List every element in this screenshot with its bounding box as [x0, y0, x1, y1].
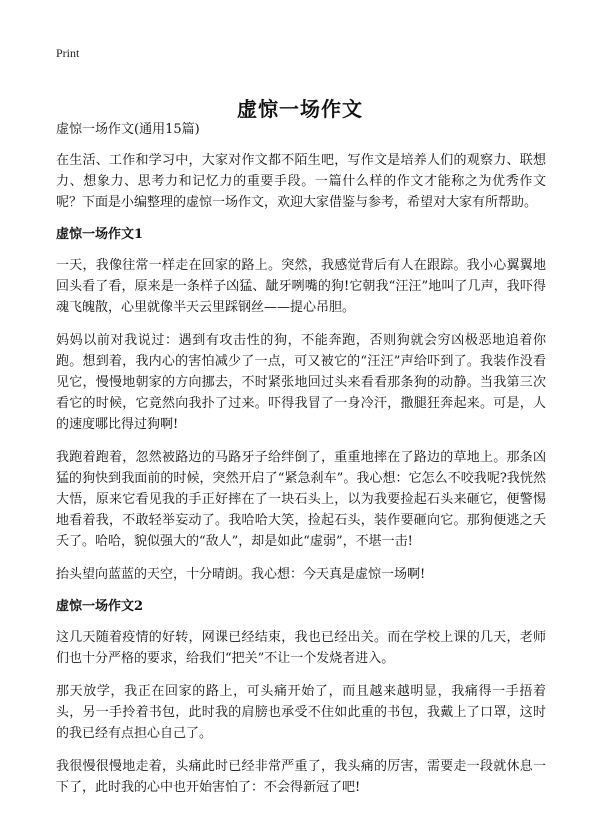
article-body: [56, 120, 546, 810]
section-heading-1: 虚惊一场作文1: [56, 227, 144, 242]
section-2-paragraph: 那天放学，我正在回家的路上，可头痛开始了，而且越来越明显，我痛得一手捂着头，另一手拎着书包，此时我的肩膀也承受不住如此重的书包，我戴上了口罩，这时的我已经有点担心自己了。: [56, 684, 546, 741]
article-subtitle: 虚惊一场作文(通用15篇): [56, 122, 200, 137]
section-1-paragraph: 我跑着跑着，忽然被路边的马路牙子给绊倒了，重重地摔在了路边的草地上。那条凶猛的狗快到我面前的时候，突然开启了“紧急刹车”。我心想：它怎么不咬我呢?我恍然大悟，原来它看见我的手正好摔在了一块石头上，以为我要捡起石头来砸它，便警惕地看着我，不敢轻举妄动了。我哈哈大笑，捡起石头，装作要砸向它。那狗便逃之夭夭了。哈哈，貌似强大的“敌人”，却是如此“虚弱”，不堪一击!: [56, 450, 546, 549]
page-title: 虚惊一场作文: [237, 97, 363, 122]
section-2-paragraph: 这几天随着疫情的好转，网课已经结束，我也已经出关。而在学校上课的几天，老师们也十分严格的要求，给我们“把关”不让一个发烧者进入。: [56, 630, 546, 666]
section-1-paragraph: 妈妈以前对我说过：遇到有攻击性的狗，不能奔跑，否则狗就会穷凶极恶地追着你跑。想到着，我内心的害怕减少了一点，可又被它的“汪汪”声给吓到了。我装作没看见它，慢慢地朝家的方向挪去，不时紧张地回过头来看看那条狗的动静。当我第三次看它的时候，它竟然向我扑了过来。吓得我冒了一身冷汗，撒腿狂奔起来。可是，人的速度哪比得过狗啊!: [56, 333, 546, 432]
print-link[interactable]: Print: [56, 46, 80, 60]
intro-paragraph: 在生活、工作和学习中，大家对作文都不陌生吧，写作文是培养人们的观察力、联想力、想象力、思考力和记忆力的重要手段。一篇什么样的作文才能称之为优秀作文呢？下面是小编整理的虚惊一场作文，欢迎大家借鉴与参考，希望对大家有所帮助。: [56, 153, 546, 210]
section-2-paragraph: 我很慢很慢地走着，头痛此时已经非常严重了，我头痛的厉害，需要走一段就休息一下了，此时我的心中也开始害怕了：不会得新冠了吧!: [56, 759, 546, 795]
section-heading-2: 虚惊一场作文2: [56, 599, 144, 614]
section-1-paragraph: 一天，我像往常一样走在回家的路上。突然，我感觉背后有人在跟踪。我小心翼翼地回头看了看，原来是一条样子凶猛、龇牙咧嘴的狗!它朝我“汪汪”地叫了几声，我吓得魂飞魄散，心里就像半天云里踩钢丝——提心吊胆。: [56, 258, 546, 315]
section-1-paragraph: 抬头望向蓝蓝的天空，十分晴朗。我心想：今天真是虚惊一场啊!: [56, 567, 426, 582]
